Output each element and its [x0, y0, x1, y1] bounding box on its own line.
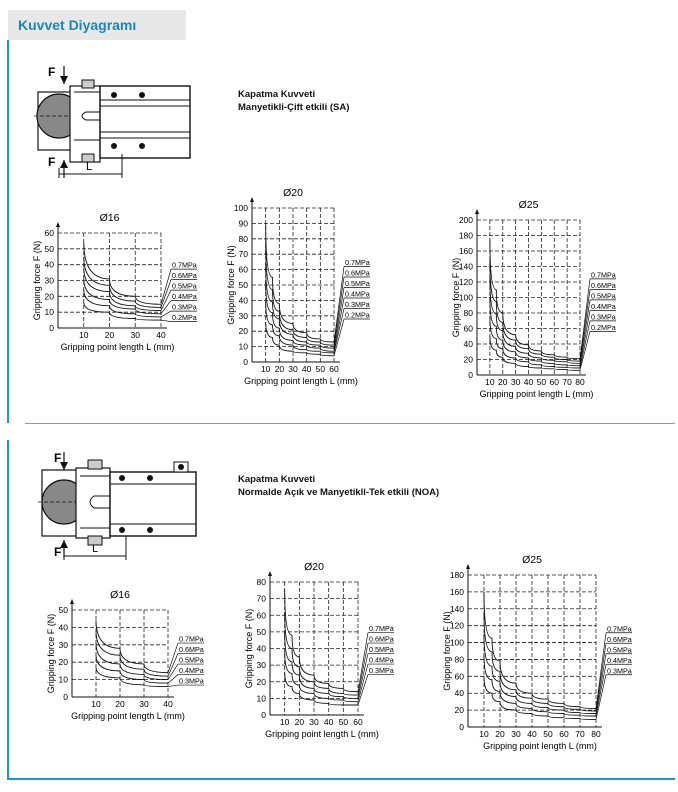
series-line [484, 634, 596, 713]
y-tick-label: 0 [468, 370, 473, 380]
series-label: 0.3MPa [172, 302, 197, 312]
series-label: 0.4MPa [172, 292, 197, 302]
series-label: 0.7MPa [591, 270, 616, 280]
x-tick-label: 60 [549, 377, 559, 387]
force-chart-20-noa [238, 554, 414, 744]
x-tick-label: 10 [91, 699, 101, 709]
series-label: 0.2MPa [172, 313, 197, 323]
chart-title: Ø20 [304, 561, 324, 573]
x-tick-label: 70 [575, 729, 585, 739]
section-caption [238, 473, 439, 499]
caption-line: Normalde Açık ve Manyetikli-Tek etkili (NOA) [238, 487, 440, 498]
x-tick-label: 20 [115, 699, 125, 709]
x-tick-label: 10 [485, 377, 495, 387]
force-chart-25-sa [435, 188, 635, 400]
series-line [96, 667, 168, 686]
y-tick-label: 60 [463, 323, 473, 334]
series-label: 0.7MPa [345, 258, 370, 268]
y-tick-label: 30 [238, 310, 248, 321]
y-axis-label: Gripping force F (N) [46, 613, 56, 694]
y-tick-label: 30 [256, 660, 266, 671]
series-label: 0.5MPa [179, 655, 204, 665]
x-axis-label: Gripping point length L (mm) [244, 376, 358, 386]
x-tick-label: 30 [309, 717, 319, 727]
section-caption [238, 88, 349, 114]
force-label: F [48, 155, 56, 169]
x-axis-label: Gripping point length L (mm) [479, 389, 594, 399]
series-line [490, 239, 580, 358]
x-tick-label: 60 [559, 729, 569, 739]
force-label: F [54, 451, 62, 465]
y-tick-label: 20 [238, 326, 248, 337]
y-axis-arrow [268, 571, 272, 576]
y-tick-label: 10 [238, 341, 248, 352]
y-tick-label: 80 [454, 654, 464, 665]
y-tick-label: 60 [256, 610, 266, 621]
y-tick-label: 50 [238, 280, 248, 290]
y-tick-label: 140 [449, 603, 464, 614]
y-tick-label: 20 [463, 354, 473, 365]
x-tick-label: 20 [495, 729, 505, 739]
series-label: 0.4MPa [591, 301, 616, 311]
y-tick-label: 120 [458, 277, 473, 287]
y-axis-arrow [250, 197, 254, 202]
y-tick-label: 30 [44, 275, 54, 286]
y-axis-arrow [56, 222, 60, 227]
x-tick-label: 30 [139, 699, 149, 709]
caption-line: Manyetikli-Çift etkili (SA) [238, 102, 350, 113]
y-axis-label: Gripping force F (N) [226, 245, 236, 325]
chart-title: Ø20 [283, 187, 303, 199]
section-frame-line [7, 40, 9, 423]
series-line [484, 592, 596, 709]
x-tick-label: 20 [104, 330, 115, 340]
series-label: 0.3MPa [179, 676, 204, 686]
series-label: 0.4MPa [369, 655, 394, 665]
y-tick-label: 40 [44, 259, 54, 270]
y-tick-label: 100 [458, 292, 473, 303]
series-line [266, 282, 334, 351]
series-label: 0.4MPa [607, 655, 632, 665]
y-tick-label: 0 [261, 710, 266, 720]
series-line [266, 223, 334, 342]
x-tick-label: 50 [315, 364, 326, 374]
y-tick-label: 120 [449, 620, 464, 631]
y-tick-label: 80 [463, 308, 473, 318]
page-header [8, 10, 186, 40]
y-tick-label: 160 [458, 246, 473, 256]
y-tick-label: 40 [238, 295, 248, 306]
x-tick-label: 80 [575, 377, 585, 387]
series-line [96, 643, 168, 680]
series-label: 0.4MPa [179, 666, 204, 676]
series-line [96, 620, 168, 672]
y-axis-label: Gripping force F (N) [32, 240, 42, 321]
x-axis-label: Gripping point length L (mm) [71, 711, 185, 721]
series-leader-line [168, 675, 178, 684]
y-tick-label: 70 [256, 593, 266, 604]
series-label: 0.6MPa [345, 268, 370, 278]
x-tick-label: 50 [338, 717, 349, 727]
force-chart-25-noa [428, 545, 648, 755]
section-frame-line [7, 440, 9, 780]
length-label: L [86, 161, 93, 173]
x-tick-label: 10 [79, 330, 89, 340]
force-chart-16-sa [30, 208, 198, 358]
series-label: 0.6MPa [591, 280, 616, 290]
y-tick-label: 90 [238, 218, 248, 229]
series-leader-line [334, 277, 344, 345]
x-axis-label: Gripping point length L (mm) [483, 741, 597, 751]
y-axis-arrow [475, 209, 479, 214]
series-label: 0.5MPa [591, 291, 616, 301]
y-tick-label: 180 [449, 570, 464, 580]
y-tick-label: 160 [449, 586, 464, 597]
y-tick-label: 40 [256, 643, 266, 654]
series-label: 0.3MPa [345, 300, 370, 310]
force-chart-20-sa [220, 180, 390, 390]
series-label: 0.3MPa [591, 312, 616, 322]
series-leader-line [161, 320, 171, 322]
y-tick-label: 100 [233, 203, 248, 213]
y-tick-label: 60 [238, 264, 248, 275]
y-tick-label: 10 [256, 693, 266, 704]
x-tick-label: 40 [323, 717, 334, 727]
series-leader-line [334, 288, 344, 349]
series-leader-line [161, 269, 171, 304]
series-leader-line [168, 685, 178, 687]
x-tick-label: 30 [510, 377, 521, 387]
series-label: 0.6MPa [172, 271, 197, 281]
series-label: 0.4MPa [345, 289, 370, 299]
y-tick-label: 20 [454, 705, 464, 716]
gripper-drawing [30, 448, 200, 563]
y-tick-label: 0 [459, 722, 464, 732]
series-label: 0.2MPa [345, 310, 370, 320]
series-leader-line [358, 675, 368, 705]
y-tick-label: 0 [243, 357, 248, 367]
x-tick-label: 50 [536, 377, 547, 387]
y-tick-label: 180 [458, 230, 473, 241]
series-label: 0.6MPa [607, 634, 632, 644]
x-axis-label: Gripping point length L (mm) [60, 342, 175, 352]
section-frame-line [7, 778, 675, 780]
y-tick-label: 100 [449, 637, 464, 648]
x-tick-label: 20 [294, 717, 305, 727]
y-tick-label: 140 [458, 261, 473, 272]
series-label: 0.3MPa [607, 666, 632, 676]
y-tick-label: 60 [44, 228, 54, 238]
chart-title: Ø16 [110, 589, 130, 601]
x-tick-label: 50 [543, 729, 553, 739]
series-line [285, 590, 358, 691]
x-tick-label: 40 [156, 330, 166, 340]
series-line [285, 672, 358, 705]
x-tick-label: 60 [329, 364, 339, 374]
y-tick-label: 10 [58, 674, 68, 685]
y-tick-label: 60 [454, 671, 464, 682]
series-leader-line [596, 643, 606, 711]
y-tick-label: 50 [44, 243, 54, 254]
caption-line: Kapatma Kuvveti [238, 474, 316, 485]
series-leader-line [596, 654, 606, 714]
y-tick-label: 20 [256, 676, 266, 687]
y-axis-arrow [70, 599, 74, 604]
x-tick-label: 10 [479, 729, 489, 739]
series-label: 0.5MPa [369, 645, 394, 655]
x-tick-label: 40 [527, 729, 537, 739]
x-axis-label: Gripping point length L (mm) [265, 729, 379, 739]
series-leader-line [168, 664, 178, 680]
x-tick-label: 30 [130, 330, 140, 340]
x-tick-label: 20 [498, 377, 508, 387]
series-line [266, 242, 334, 345]
force-label: F [54, 545, 62, 559]
series-label: 0.7MPa [607, 624, 632, 634]
x-tick-label: 80 [591, 729, 601, 739]
series-label: 0.6MPa [369, 634, 394, 644]
x-tick-label: 10 [279, 717, 290, 727]
x-tick-label: 70 [562, 377, 572, 387]
y-tick-label: 40 [58, 622, 68, 633]
series-label: 0.5MPa [172, 281, 197, 291]
length-label: L [92, 543, 99, 555]
y-axis-label: Gripping force F (N) [244, 608, 254, 689]
y-tick-label: 50 [58, 605, 68, 615]
x-tick-label: 20 [274, 364, 285, 374]
series-label: 0.7MPa [369, 624, 394, 634]
series-label: 0.3MPa [369, 666, 394, 676]
chart-title: Ø25 [518, 199, 539, 211]
x-tick-label: 40 [523, 377, 534, 387]
chart-title: Ø25 [522, 554, 542, 566]
y-axis-arrow [466, 564, 470, 569]
x-tick-label: 40 [301, 364, 312, 374]
series-leader-line [580, 300, 590, 363]
series-label: 0.5MPa [345, 279, 370, 289]
series-label: 0.2MPa [591, 322, 616, 332]
y-tick-label: 200 [458, 215, 473, 225]
y-tick-label: 10 [44, 307, 54, 318]
y-tick-label: 0 [63, 692, 68, 702]
force-chart-16-noa [48, 582, 212, 724]
y-tick-label: 50 [256, 626, 266, 637]
y-tick-label: 20 [44, 291, 54, 302]
series-label: 0.6MPa [179, 645, 204, 655]
y-tick-label: 80 [256, 577, 266, 587]
series-line [84, 243, 161, 305]
series-line [490, 298, 580, 366]
caption-line: Kapatma Kuvveti [238, 89, 316, 100]
x-tick-label: 60 [353, 717, 363, 727]
x-tick-label: 40 [163, 699, 173, 709]
series-line [285, 652, 358, 702]
y-tick-label: 30 [58, 639, 68, 650]
page-title: Kuvvet Diyagramı [18, 17, 137, 33]
x-tick-label: 10 [260, 364, 271, 374]
y-tick-label: 80 [238, 233, 248, 244]
series-leader-line [168, 643, 178, 673]
y-tick-label: 70 [238, 249, 248, 260]
y-tick-label: 40 [463, 339, 473, 349]
y-tick-label: 20 [58, 657, 68, 668]
chart-title: Ø16 [99, 212, 120, 224]
series-line [84, 303, 161, 320]
series-label: 0.7MPa [172, 260, 197, 270]
force-label: F [48, 65, 56, 79]
x-tick-label: 30 [288, 364, 298, 374]
series-label: 0.7MPa [179, 634, 204, 644]
y-axis-label: Gripping force F (N) [451, 257, 461, 338]
x-tick-label: 30 [511, 729, 521, 739]
y-axis-label: Gripping force F (N) [442, 611, 452, 691]
gripper-drawing [30, 62, 200, 182]
series-label: 0.5MPa [607, 645, 632, 655]
y-tick-label: 40 [454, 688, 464, 699]
y-tick-label: 0 [49, 323, 54, 333]
section-divider [25, 423, 675, 424]
